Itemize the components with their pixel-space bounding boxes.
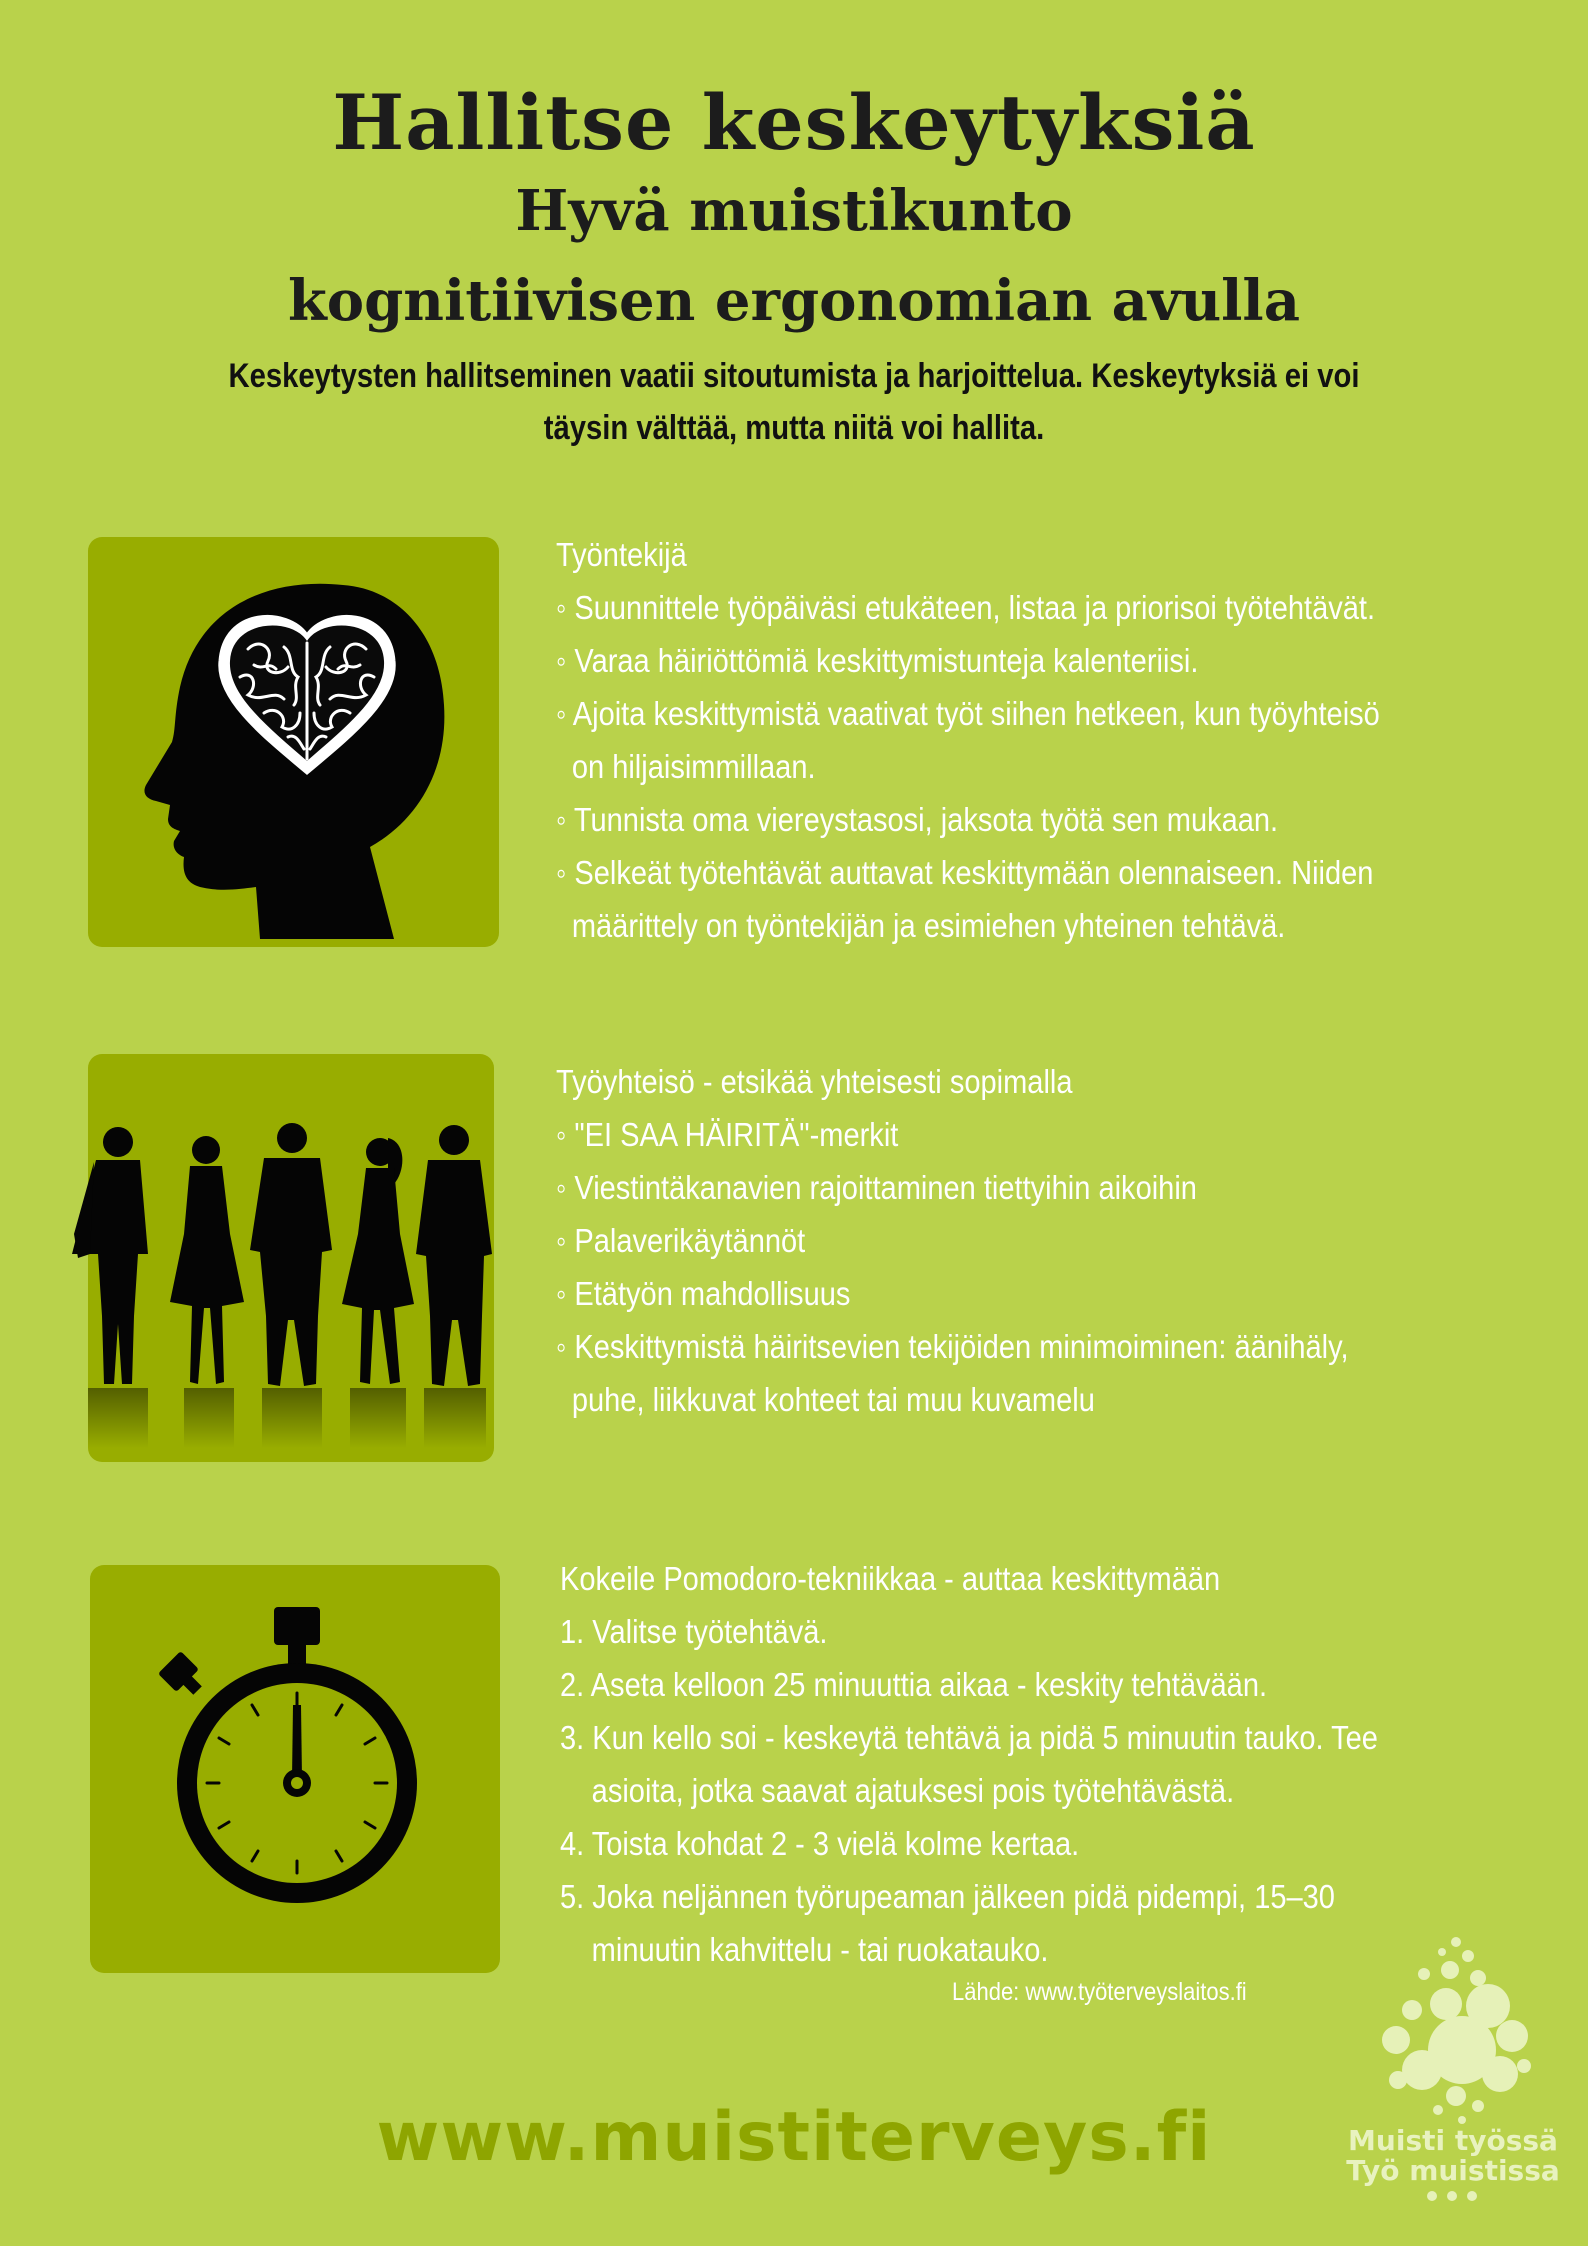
intro-line1: Keskeytysten hallitseminen vaatii sitoutumista ja harjoittelua. Keskeytyksiä ei voi xyxy=(228,357,1360,395)
pomodoro-heading: Kokeile Pomodoro-tekniikkaa - auttaa keskittymään xyxy=(560,1560,1221,1597)
list-item-continuation: määrittely on työntekijän ja esimiehen yhteinen tehtävä. xyxy=(571,907,1286,944)
pomodoro-illustration-panel xyxy=(90,1565,500,1973)
page-subtitle-line1: Hyvä muistikunto xyxy=(515,178,1073,244)
list-item: ◦ Keskittymistä häiritsevien tekijöiden minimoiminen: äänihäly, xyxy=(556,1328,1349,1365)
people-silhouettes-icon xyxy=(88,1054,494,1462)
stopwatch-icon xyxy=(90,1565,500,1973)
list-item: 2. Aseta kelloon 25 minuuttia aikaa - keskity tehtävään. xyxy=(560,1666,1268,1703)
list-item: ◦ Varaa häiriöttömiä keskittymistunteja kalenteriisi. xyxy=(556,642,1199,679)
intro-text xyxy=(214,350,1373,454)
list-item-continuation: puhe, liikkuvat kohteet tai muu kuvamelu xyxy=(571,1381,1095,1418)
list-item: 1. Valitse työtehtävä. xyxy=(560,1613,828,1650)
website-link[interactable]: www.muistiterveys.fi xyxy=(376,2098,1212,2177)
pomodoro-section xyxy=(560,1552,1378,1976)
list-item: ◦ Etätyön mahdollisuus xyxy=(556,1275,851,1312)
employee-heading: Työntekijä xyxy=(556,536,687,573)
list-item: ◦ Tunnista oma viereystasosi, jaksota työtä sen mukaan. xyxy=(556,801,1279,838)
list-item: 4. Toista kohdat 2 - 3 vielä kolme kertaa. xyxy=(560,1825,1080,1862)
logo-text-line1: Muisti työssä xyxy=(1348,2124,1558,2157)
list-item-continuation: asioita, jotka saavat ajatuksesi pois työtehtävästä. xyxy=(591,1772,1235,1809)
community-heading: Työyhteisö - etsikää yhteisesti sopimalla xyxy=(556,1063,1073,1100)
list-item: ◦ Palaverikäytännöt xyxy=(556,1222,806,1259)
community-illustration-panel xyxy=(88,1054,494,1462)
logo-text-line2: Työ muistissa xyxy=(1346,2154,1560,2187)
list-item: 3. Kun kello soi - keskeytä tehtävä ja pidä 5 minuutin tauko. Tee xyxy=(560,1719,1378,1756)
page-subtitle-line2: kognitiivisen ergonomian avulla xyxy=(288,268,1300,334)
source-note: Lähde: www.työterveyslaitos.fi xyxy=(952,1978,1247,2006)
employee-section xyxy=(556,528,1380,952)
list-item: ◦ Selkeät työtehtävät auttavat keskittymään olennaiseen. Niiden xyxy=(556,854,1374,891)
community-section xyxy=(556,1055,1349,1426)
employee-illustration-panel xyxy=(88,537,499,947)
list-item: 5. Joka neljännen työrupeaman jälkeen pidä pidempi, 15–30 xyxy=(560,1878,1335,1915)
list-item: ◦ Suunnittele työpäiväsi etukäteen, listaa ja priorisoi työtehtävät. xyxy=(556,589,1376,626)
list-item-continuation: minuutin kahvittelu - tai ruokatauko. xyxy=(591,1931,1049,1968)
intro-line2: täysin välttää, mutta niitä voi hallita. xyxy=(543,409,1045,447)
list-item: ◦ Ajoita keskittymistä vaativat työt siihen hetkeen, kun työyhteisö xyxy=(556,695,1380,732)
list-item: ◦ "EI SAA HÄIRITÄ"-merkit xyxy=(556,1116,899,1153)
list-item: ◦ Viestintäkanavien rajoittaminen tiettyihin aikoihin xyxy=(556,1169,1197,1206)
page-title: Hallitse keskeytyksiä xyxy=(332,78,1256,167)
head-with-brain-heart-icon xyxy=(88,537,499,947)
list-item-continuation: on hiljaisimmillaan. xyxy=(571,748,816,785)
